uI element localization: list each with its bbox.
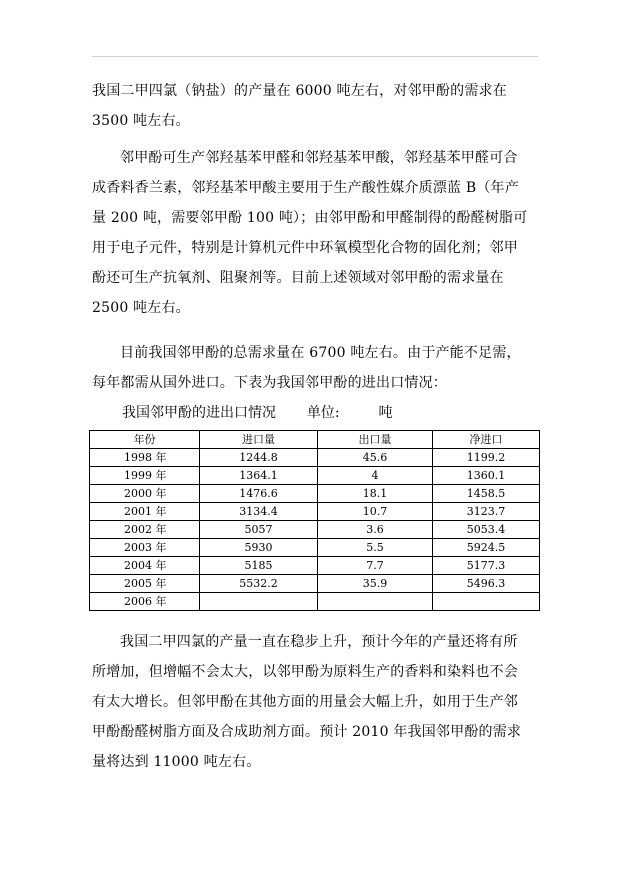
cell-import [200,593,318,611]
paragraph-line: 目前我国邻甲酚的总需求量在 6700 吨左右。由于产能不足需， [120,345,521,361]
cell-net-import: 3123.7 [433,503,540,521]
cell-year: 2006 年 [90,593,200,611]
paragraph-line: 我国二甲四氯的产量一直在稳步上升，预计今年的产量还将有所 [120,634,518,650]
table-caption-unit-label: 单位: [306,405,340,421]
cell-import: 5185 [200,557,318,575]
table-row [90,557,540,575]
cell-net-import: 1458.5 [433,485,540,503]
table-caption-title: 我国邻甲酚的进出口情况 [122,405,276,421]
cell-year: 2000 年 [90,485,200,503]
cell-net-import: 5496.3 [433,575,540,593]
paragraph-line: 成香料香兰素，邻羟基苯甲酸主要用于生产酸性媒介质漂蓝 B（年产 [92,180,519,196]
header-export: 出口量 [318,431,433,449]
paragraph-line: 3500 吨左右。 [92,113,190,129]
cell-net-import: 1360.1 [433,467,540,485]
cell-export: 4 [318,467,433,485]
paragraph-3 [92,338,542,398]
cell-export [318,593,433,611]
import-export-table [89,430,540,611]
paragraph-line: 每年都需从国外进口。下表为我国邻甲酚的进出口情况： [92,375,447,391]
paragraph-line: 酚还可生产抗氧剂、阻聚剂等。目前上述领域对邻甲酚的需求量在 [92,270,504,286]
cell-import: 1244.8 [200,449,318,467]
cell-export: 3.6 [318,521,433,539]
cell-year: 2001 年 [90,503,200,521]
table-row [90,539,540,557]
cell-export: 10.7 [318,503,433,521]
table-caption-unit: 吨 [378,405,393,421]
paragraph-1 [92,76,542,136]
cell-import: 3134.4 [200,503,318,521]
cell-import: 1476.6 [200,485,318,503]
cell-export: 7.7 [318,557,433,575]
cell-net-import [433,593,540,611]
cell-year: 2005 年 [90,575,200,593]
cell-export: 5.5 [318,539,433,557]
cell-year: 2002 年 [90,521,200,539]
table-row [90,575,540,593]
cell-import: 1364.1 [200,467,318,485]
table-row [90,485,540,503]
paragraph-line: 甲酚酚醛树脂方面及合成助剂方面。预计 2010 年我国邻甲酚的需求 [92,724,522,740]
cell-import: 5532.2 [200,575,318,593]
paragraph-line: 有太大增长。但邻甲酚在其他方面的用量会大幅上升，如用于生产邻 [92,694,518,710]
paragraph-4 [92,627,542,777]
header-divider [92,56,538,57]
cell-export: 18.1 [318,485,433,503]
table-header-row [90,431,540,449]
header-import: 进口量 [200,431,318,449]
paragraph-line: 我国二甲四氯（钠盐）的产量在 6000 吨左右，对邻甲酚的需求在 [92,83,507,99]
cell-export: 45.6 [318,449,433,467]
paragraph-line: 用于电子元件，特别是计算机元件中环氧模型化合物的固化剂；邻甲 [92,240,518,256]
paragraph-line: 量 200 吨，需要邻甲酚 100 吨）；由邻甲酚和甲醛制得的酚醛树脂可 [92,210,528,226]
table-row [90,503,540,521]
paragraph-line: 量将达到 11000 吨左右。 [92,754,261,770]
table-row [90,467,540,485]
cell-year: 1999 年 [90,467,200,485]
paragraph-2 [92,143,542,323]
table-row [90,521,540,539]
paragraph-line: 2500 吨左右。 [92,300,190,316]
paragraph-line: 邻甲酚可生产邻羟基苯甲醛和邻羟基苯甲酸，邻羟基苯甲醛可合 [120,150,518,166]
cell-net-import: 5924.5 [433,539,540,557]
cell-import: 5930 [200,539,318,557]
table-caption [122,403,393,423]
cell-import: 5057 [200,521,318,539]
table-row [90,593,540,611]
cell-year: 2004 年 [90,557,200,575]
cell-net-import: 5177.3 [433,557,540,575]
cell-export: 35.9 [318,575,433,593]
header-year: 年份 [90,431,200,449]
header-net-import: 净进口 [433,431,540,449]
cell-year: 1998 年 [90,449,200,467]
cell-net-import: 5053.4 [433,521,540,539]
cell-year: 2003 年 [90,539,200,557]
table-row [90,449,540,467]
cell-net-import: 1199.2 [433,449,540,467]
paragraph-line: 所增加，但增幅不会太大，以邻甲酚为原料生产的香料和染料也不会 [92,664,518,680]
